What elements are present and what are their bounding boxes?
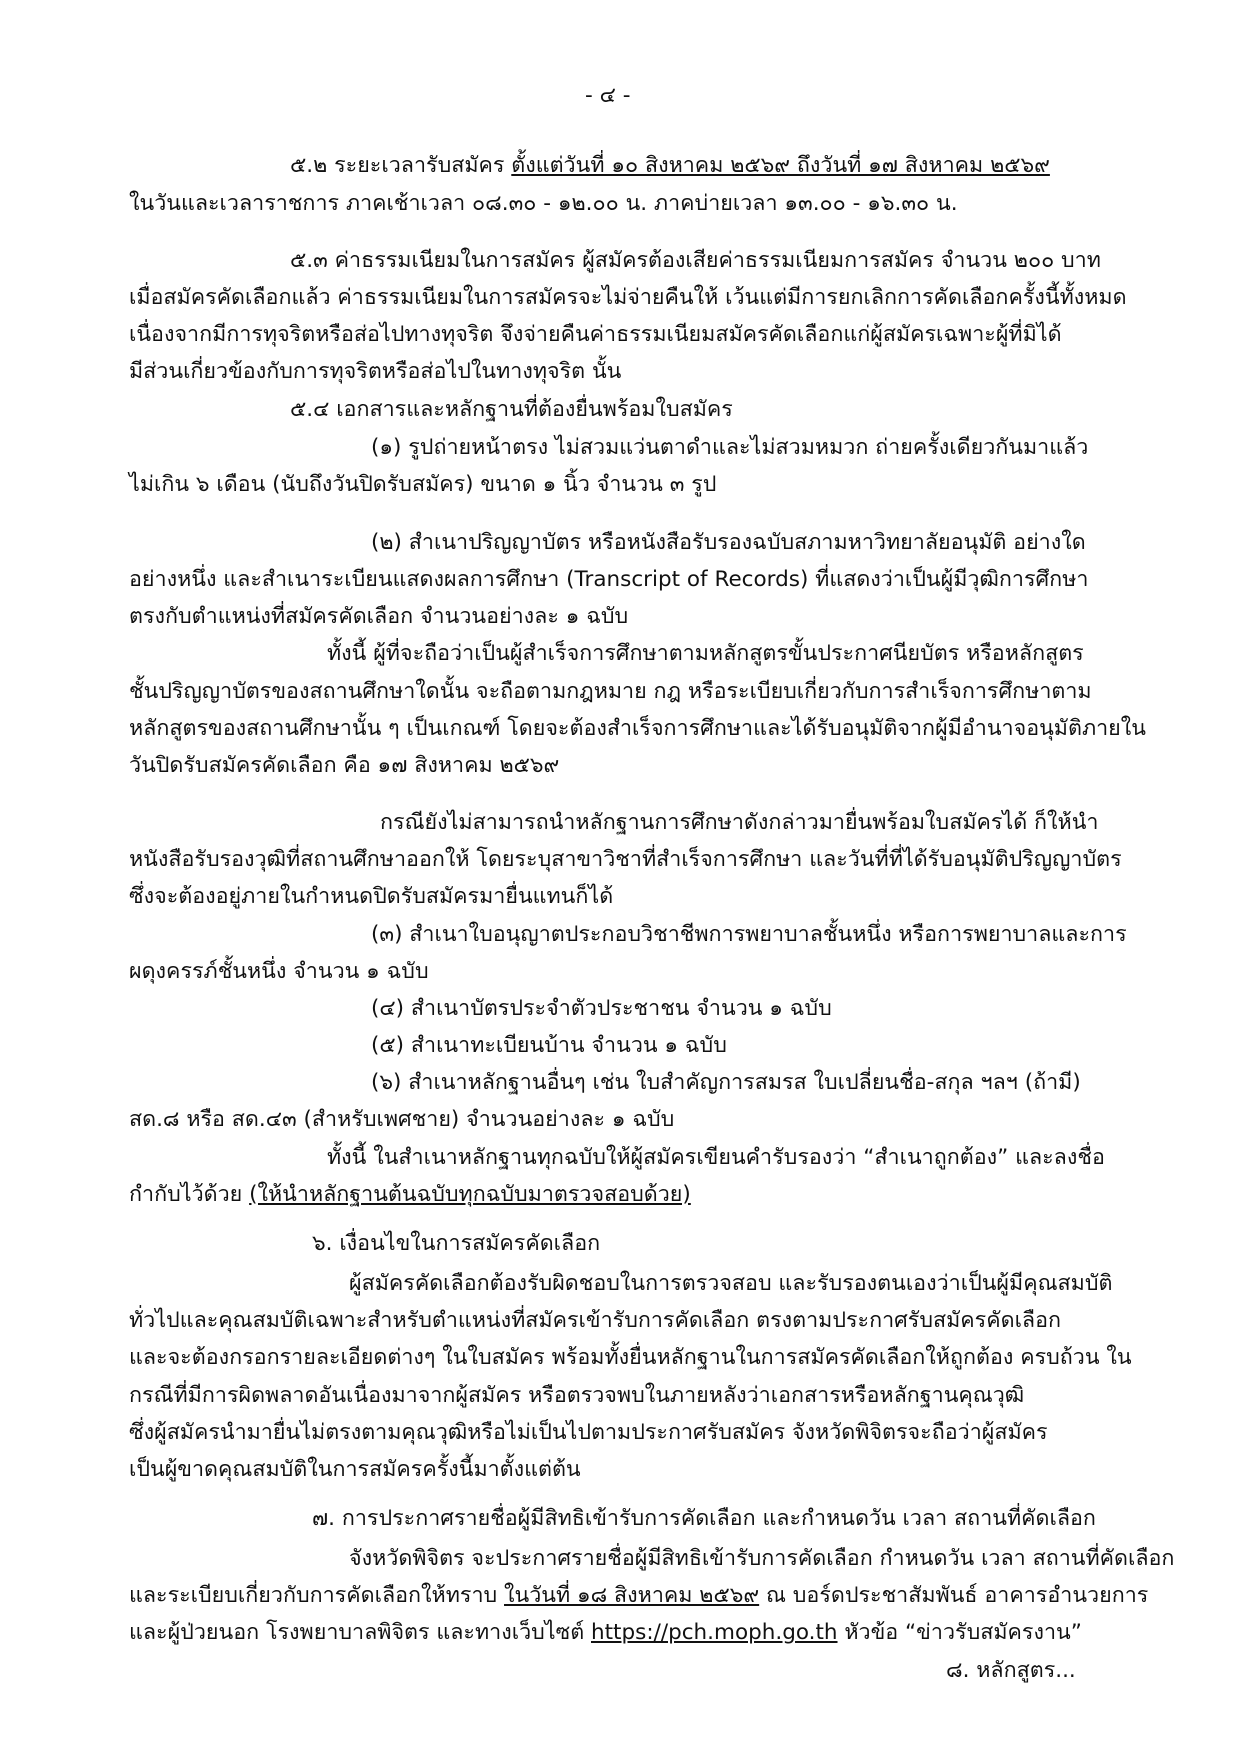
item-3-line-1: (๓) สำเนาใบอนุญาตประกอบวิชาชีพการพยาบาลชั้นหนึ่ง หรือการพยาบาลและการ (371, 922, 1127, 947)
item-1-line-1: (๑) รูปถ่ายหน้าตรง ไม่สวมแว่นตาดำและไม่สวมหมวก ถ่ายครั้งเดียวกันมาแล้ว (371, 435, 1089, 460)
section-5-4-heading: ๕.๔ เอกสารและหลักฐานที่ต้องยื่นพร้อมใบสมัคร (290, 397, 733, 422)
certificate-note-line-3: ซึ่งจะต้องอยู่ภายในกำหนดปิดรับสมัครมายื่นแทนก็ได้ (129, 884, 614, 909)
item-3-line-2: ผดุงครรภ์ชั้นหนึ่ง จำนวน ๑ ฉบับ (129, 959, 429, 984)
section-5-3-line-2: เมื่อสมัครคัดเลือกแล้ว ค่าธรรมเนียมในการสมัครจะไม่จ่ายคืนให้ เว้นแต่มีการยกเลิกการคัดเลือกครั้งนี้ทั้งหมด (129, 285, 1127, 310)
item-2-line-1: (๒) สำเนาปริญญาบัตร หรือหนังสือรับรองฉบับสภามหาวิทยาลัยอนุมัติ อย่างใด (371, 530, 1086, 555)
section-7-line-2 (129, 1576, 1148, 1616)
item-6-line-2: สด.๘ หรือ สด.๔๓ (สำหรับเพศชาย) จำนวนอย่างละ ๑ ฉบับ (129, 1107, 675, 1132)
announcement-date: ในวันที่ ๑๘ สิงหาคม ๒๕๖๙ (504, 1583, 760, 1608)
item-5: (๕) สำเนาทะเบียนบ้าน จำนวน ๑ ฉบับ (371, 1033, 727, 1058)
section-5-3-line-3: เนื่องจากมีการทุจริตหรือส่อไปทางทุจริต จึงจ่ายคืนค่าธรรมเนียมสมัครคัดเลือกแก่ผู้สมัครเฉพาะผู้ที่มิได้ (129, 322, 1062, 347)
education-note-line-2: ชั้นปริญญาบัตรของสถานศึกษาใดนั้น จะถือตามกฎหมาย กฎ หรือระเบียบเกี่ยวกับการสำเร็จการศึกษาตาม (129, 679, 1092, 704)
section-6-heading: ๖. เงื่อนไขในการสมัครคัดเลือก (312, 1231, 601, 1256)
certificate-note-line-1: กรณียังไม่สามารถนำหลักฐานการศึกษาดังกล่าวมายื่นพร้อมใบสมัครได้ ก็ให้นำ (380, 810, 1099, 835)
certify-note-text: กำกับไว้ด้วย (129, 1182, 250, 1207)
bring-originals-note: (ให้นำหลักฐานต้นฉบับทุกฉบับมาตรวจสอบด้วย) (249, 1182, 691, 1207)
section-5-2-line-1 (290, 146, 1050, 186)
section-7-line-2-text: และระเบียบเกี่ยวกับการคัดเลือกให้ทราบ (129, 1583, 505, 1608)
section-5-2-line-2: ในวันและเวลาราชการ ภาคเช้าเวลา ๐๘.๓๐ - ๑๒.๐๐ น. ภาคบ่ายเวลา ๑๓.๐๐ - ๑๖.๓๐ น. (129, 191, 958, 216)
item-1-line-2: ไม่เกิน ๖ เดือน (นับถึงวันปิดรับสมัคร) ขนาด ๑ นิ้ว จำนวน ๓ รูป (129, 472, 717, 497)
education-note-line-3: หลักสูตรของสถานศึกษานั้น ๆ เป็นเกณฑ์ โดยจะต้องสำเร็จการศึกษาและได้รับอนุมัติจากผู้มีอำนาจอนุมัติภายใน (129, 716, 1146, 741)
section-7-line-2-location: ณ บอร์ดประชาสัมพันธ์ อาคารอำนวยการ (759, 1583, 1149, 1608)
section-7-line-3-topic: หัวข้อ “ข่าวรับสมัครงาน” (837, 1620, 1082, 1645)
certify-note-line-2 (129, 1175, 691, 1215)
item-2-line-2: อย่างหนึ่ง และสำเนาระเบียนแสดงผลการศึกษา (Transcript of Records) ที่แสดงว่าเป็นผู้มีวุฒิการศึกษา (129, 567, 1089, 592)
section-6-line-3: และจะต้องกรอกรายละเอียดต่างๆ ในใบสมัคร พร้อมทั้งยื่นหลักฐานในการสมัครคัดเลือกให้ถูกต้อง ครบถ้วน ใน (129, 1345, 1132, 1370)
section-6-line-1: ผู้สมัครคัดเลือกต้องรับผิดชอบในการตรวจสอบ และรับรองตนเองว่าเป็นผู้มีคุณสมบัติ (349, 1271, 1113, 1296)
certify-note-line-1: ทั้งนี้ ในสำเนาหลักฐานทุกฉบับให้ผู้สมัครเขียนคำรับรองว่า “สำเนาถูกต้อง” และลงชื่อ (327, 1145, 1105, 1170)
education-note-line-4: วันปิดรับสมัครคัดเลือก คือ ๑๗ สิงหาคม ๒๕๖๙ (129, 753, 560, 778)
section-7-line-1: จังหวัดพิจิตร จะประกาศรายชื่อผู้มีสิทธิเข้ารับการคัดเลือก กำหนดวัน เวลา สถานที่คัดเลือก (349, 1546, 1175, 1571)
section-6-line-2: ทั่วไปและคุณสมบัติเฉพาะสำหรับตำแหน่งที่สมัครเข้ารับการคัดเลือก ตรงตามประกาศรับสมัครคัดเลือก (129, 1308, 1062, 1333)
item-4: (๔) สำเนาบัตรประจำตัวประชาชน จำนวน ๑ ฉบับ (371, 996, 832, 1021)
item-2-line-3: ตรงกับตำแหน่งที่สมัครคัดเลือก จำนวนอย่างละ ๑ ฉบับ (129, 604, 629, 629)
section-6-line-5: ซึ่งผู้สมัครนำมายื่นไม่ตรงตามคุณวุฒิหรือไม่เป็นไปตามประกาศรับสมัคร จังหวัดพิจิตรจะถือว่าผู้สมัคร (129, 1420, 1048, 1445)
application-period: ตั้งแต่วันที่ ๑๐ สิงหาคม ๒๕๖๙ ถึงวันที่ ๑๗ สิงหาคม ๒๕๖๙ (511, 153, 1050, 178)
section-6-line-4: กรณีที่มีการผิดพลาดอันเนื่องมาจากผู้สมัคร หรือตรวจพบในภายหลังว่าเอกสารหรือหลักฐานคุณวุฒิ (129, 1383, 1025, 1408)
item-6-line-1: (๖) สำเนาหลักฐานอื่นๆ เช่น ใบสำคัญการสมรส ใบเปลี่ยนชื่อ-สกุล ฯลฯ (ถ้ามี) (371, 1070, 1081, 1095)
section-7-heading: ๗. การประกาศรายชื่อผู้มีสิทธิเข้ารับการคัดเลือก และกำหนดวัน เวลา สถานที่คัดเลือก (312, 1506, 1096, 1531)
certificate-note-line-2: หนังสือรับรองวุฒิที่สถานศึกษาออกให้ โดยระบุสาขาวิชาที่สำเร็จการศึกษา และวันที่ที่ได้รับอนุมัติปริญญาบัตร (129, 847, 1122, 872)
section-5-3-line-1: ๕.๓ ค่าธรรมเนียมในการสมัคร ผู้สมัครต้องเสียค่าธรรมเนียมการสมัคร จำนวน ๒๐๐ บาท (290, 248, 1101, 273)
page-number: - ๔ - (585, 83, 631, 108)
section-6-line-6: เป็นผู้ขาดคุณสมบัติในการสมัครครั้งนี้มาตั้งแต่ต้น (129, 1457, 581, 1482)
section-7-line-3-text: และผู้ป่วยนอก โรงพยาบาลพิจิตร และทางเว็บไซต์ (129, 1620, 591, 1645)
education-note-line-1: ทั้งนี้ ผู้ที่จะถือว่าเป็นผู้สำเร็จการศึกษาตามหลักสูตรขั้นประกาศนียบัตร หรือหลักสูตร (327, 641, 1084, 666)
section-5-2-label: ๕.๒ ระยะเวลารับสมัคร (290, 153, 512, 178)
section-7-line-3 (129, 1613, 1082, 1653)
next-section-continuation: ๘. หลักสูตร... (946, 1658, 1076, 1683)
website-link[interactable]: https://pch.moph.go.th (591, 1620, 838, 1645)
section-5-3-line-4: มีส่วนเกี่ยวข้องกับการทุจริตหรือส่อไปในทางทุจริต นั้น (129, 359, 622, 384)
